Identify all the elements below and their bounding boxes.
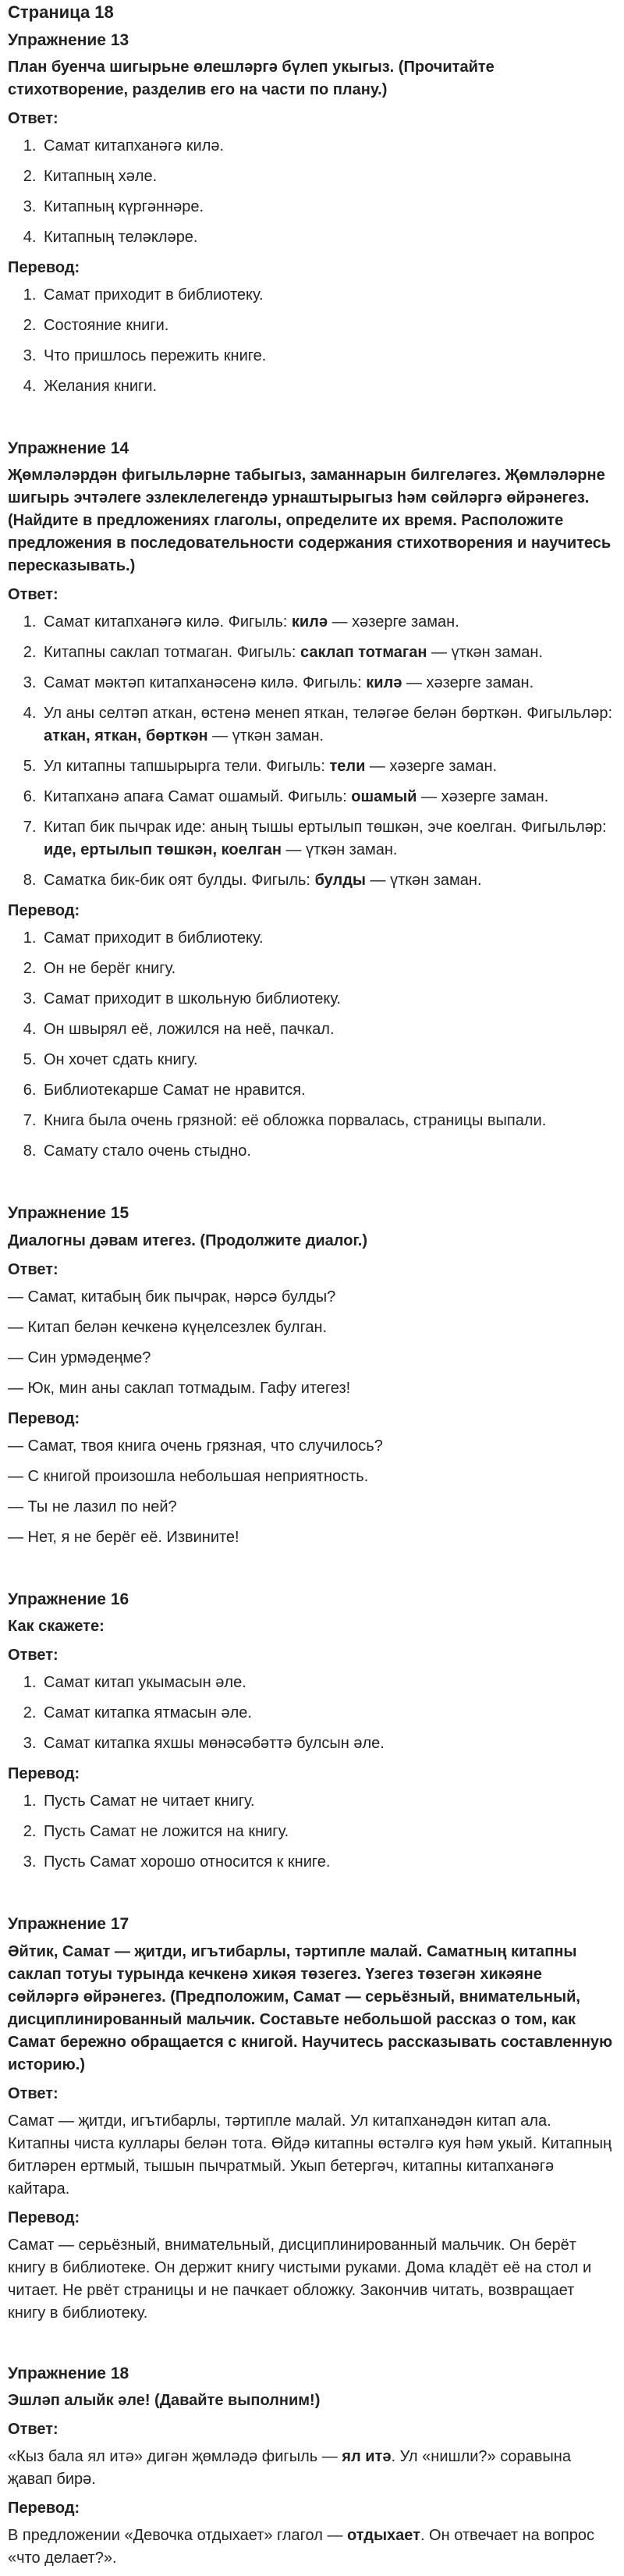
exercise-task: Әйтик, Самат — җитди, игътибарлы, тәртипле малай. Саматның китапны саклап тотуы турында кечкенә хикәя төзегез. Үзегез төзегән хикәяне сөйләргә өйрәнегез. (Предположим, Самат — серьёзный, внимательный, дисциплинированный мальчик. Составьте небольшой рассказ о том, как Самат бережно обращается с книгой. Научитесь рассказывать составленную историю.) xyxy=(8,1942,613,2073)
answer-label: Ответ: xyxy=(8,1647,58,1665)
exercise-15 xyxy=(8,1202,616,1587)
list-item: 3. Самат китапка яхшы мөнәсәбәттә булсын әле. xyxy=(41,1732,616,1755)
dialog-line: — Нет, я не берёг её. Извините! xyxy=(8,1528,239,1546)
list-item: 2. Китапны саклап тотмаган. Фигыль: саклап тотмаган — үткән заман. xyxy=(41,641,616,664)
answer-label: Ответ: xyxy=(8,586,58,604)
page-title: Страница 18 xyxy=(8,2,114,22)
exercise-task: Эшләп алыйк әле! (Давайте выполним!) xyxy=(8,2391,321,2409)
translation-label: Перевод: xyxy=(8,258,80,276)
exercise-title: Упражнение 13 xyxy=(8,30,129,49)
list-item: 5. Ул китапны тапшырырга тели. Фигыль: тели — хәзерге заман. xyxy=(41,755,616,778)
list-item: 4. Ул аны селтәп аткан, өстенә менеп яткан, теләгәе белән бөрткән. Фигыльләр: аткан, яткан, бөрткән — үткән заман. xyxy=(41,702,616,748)
answer-label: Ответ: xyxy=(8,2420,58,2438)
exercise-13 xyxy=(8,24,616,437)
exercise-title: Упражнение 14 xyxy=(8,439,129,457)
translation-label: Перевод: xyxy=(8,2499,80,2517)
translation-list xyxy=(8,284,616,398)
list-item: 4. Китапның теләкләре. xyxy=(41,226,616,249)
list-item: 3. Самат приходит в школьную библиотеку. xyxy=(41,988,616,1011)
dialog-line: — Самат, твоя книга очень грязная, что случилось? xyxy=(8,1437,383,1455)
list-item: 3. Пусть Самат хорошо относится к книге. xyxy=(41,1851,616,1874)
translation-label: Перевод: xyxy=(8,1765,80,1783)
exercise-18 xyxy=(8,2362,616,2570)
dialog-line: — С книгой произошла небольшая неприятность. xyxy=(8,1467,369,1485)
dialog-line: — Син урмәдеңме? xyxy=(8,1348,151,1366)
list-item: 2. Он не берёг книгу. xyxy=(41,958,616,980)
list-item: 3. Китапның күргәннәре. xyxy=(41,196,616,219)
answer-paragraph: «Кыз бала ял итә» дигән җөмләдә фигыль — ял итә. Ул «нишли?» соравына җавап бирә. xyxy=(8,2447,571,2488)
exercise-17 xyxy=(8,1913,616,2361)
translation-label: Перевод: xyxy=(8,902,80,920)
list-item: 1. Самат китап укымасын әле. xyxy=(41,1672,616,1694)
translation-paragraph: Самат — серьёзный, внимательный, дисциплинированный мальчик. Он берёт книгу в библиотеке. Он держит книгу чистыми руками. Дома кладёт её на стол и читает. Не рвёт страницы и не пачкает обложку. Закончив читать, возвращает книгу в библиотеку. xyxy=(8,2236,592,2322)
list-item: 2. Самат китапка ятмасын әле. xyxy=(41,1702,616,1725)
dialog-line: — Самат, китабың бик пычрак, нәрсә булды? xyxy=(8,1288,336,1306)
list-item: 1. Самат китапханәгә килә. xyxy=(41,135,616,158)
list-item: 1. Самат приходит в библиотеку. xyxy=(41,284,616,307)
translation-label: Перевод: xyxy=(8,2208,80,2226)
list-item: 8. Саматка бик-бик оят булды. Фигыль: булды — үткән заман. xyxy=(41,869,616,892)
list-item: 2. Состояние книги. xyxy=(41,314,616,337)
exercise-task: Диалогны дәвам итегез. (Продолжите диалог.) xyxy=(8,1231,368,1249)
translation-label: Перевод: xyxy=(8,1409,80,1427)
translation-list xyxy=(8,1790,616,1874)
dialog-line: — Ты не лазил по ней? xyxy=(8,1498,177,1515)
exercise-16 xyxy=(8,1588,616,1913)
list-item: 3. Что пришлось пережить книге. xyxy=(41,345,616,368)
list-item: 4. Желания книги. xyxy=(41,375,616,398)
list-item: 1. Пусть Самат не читает книгу. xyxy=(41,1790,616,1813)
exercise-title: Упражнение 15 xyxy=(8,1204,129,1223)
answer-list xyxy=(8,611,616,892)
answer-list xyxy=(8,135,616,249)
exercise-task: Как скажете: xyxy=(8,1618,105,1636)
list-item: 8. Самату стало очень стыдно. xyxy=(41,1140,616,1163)
answer-label: Ответ: xyxy=(8,109,58,127)
list-item: 7. Книга была очень грязной: её обложка порвалась, страницы выпали. xyxy=(41,1110,616,1132)
exercise-task: План буенча шигырьне өлешләргә бүлеп укыгыз. (Прочитайте стихотворение, разделив его на части по плану.) xyxy=(8,58,495,98)
list-item: 3. Самат мәктәп китапханәсенә килә. Фигыль: килә — хәзерге заман. xyxy=(41,672,616,695)
list-item: 2. Пусть Самат не ложится на книгу. xyxy=(41,1821,616,1843)
list-item: 6. Библиотекарше Самат не нравится. xyxy=(41,1079,616,1102)
exercise-title: Упражнение 18 xyxy=(8,2364,129,2382)
answer-paragraph: Самат — җитди, игътибарлы, тәртипле малай. Ул китапханәдән китап ала. Китапны чиста куллары белән тота. Өйдә китапны өстәлгә куя һәм укый. Китапның битләрен ертмый, тышын пычратмый. Укып бетергәч, китапны китапханәгә кайтара. xyxy=(8,2112,612,2198)
list-item: 4. Он швырял её, ложился на неё, пачкал. xyxy=(41,1018,616,1041)
exercise-title: Упражнение 16 xyxy=(8,1590,129,1608)
answer-label: Ответ: xyxy=(8,2084,58,2102)
list-item: 5. Он хочет сдать книгу. xyxy=(41,1049,616,1071)
list-item: 7. Китап бик пычрак иде: аның тышы ертылып төшкән, эче коелган. Фигыльләр: иде, ертылып төшкән, коелган — үткән заман. xyxy=(41,816,616,862)
list-item: 1. Самат китапханәгә килә. Фигыль: килә — хәзерге заман. xyxy=(41,611,616,634)
translation-list xyxy=(8,927,616,1163)
exercise-task: Җөмләләрдән фигыльләрне табыгыз, заманнарын билгеләгез. Җөмләләрне шигырь эчтәлеге эзлеклелегендә урнаштырыгыз һәм сөйләргә өйрәнегез. (Найдите в предложениях глаголы, определите их время. Расположите предложения в последовательности содержания стихотворения и научитесь пересказывать.) xyxy=(8,467,612,575)
exercise-title: Упражнение 17 xyxy=(8,1915,129,1934)
answer-list xyxy=(8,1672,616,1755)
list-item: 2. Китапның хәле. xyxy=(41,165,616,188)
answer-label: Ответ: xyxy=(8,1260,58,1278)
translation-paragraph: В предложении «Девочка отдыхает» глагол — отдыхает. Он отвечает на вопрос «что делает?». xyxy=(8,2526,594,2567)
dialog-line: — Китап белән кечкенә күңелсезлек булган. xyxy=(8,1318,328,1336)
dialog-line: — Юк, мин аны саклап тотмадым. Гафу итегез! xyxy=(8,1379,351,1397)
list-item: 1. Самат приходит в библиотеку. xyxy=(41,927,616,950)
exercise-14 xyxy=(8,437,616,1202)
list-item: 6. Китапханә апаға Самат ошамый. Фигыль: ошамый — хәзерге заман. xyxy=(41,786,616,808)
